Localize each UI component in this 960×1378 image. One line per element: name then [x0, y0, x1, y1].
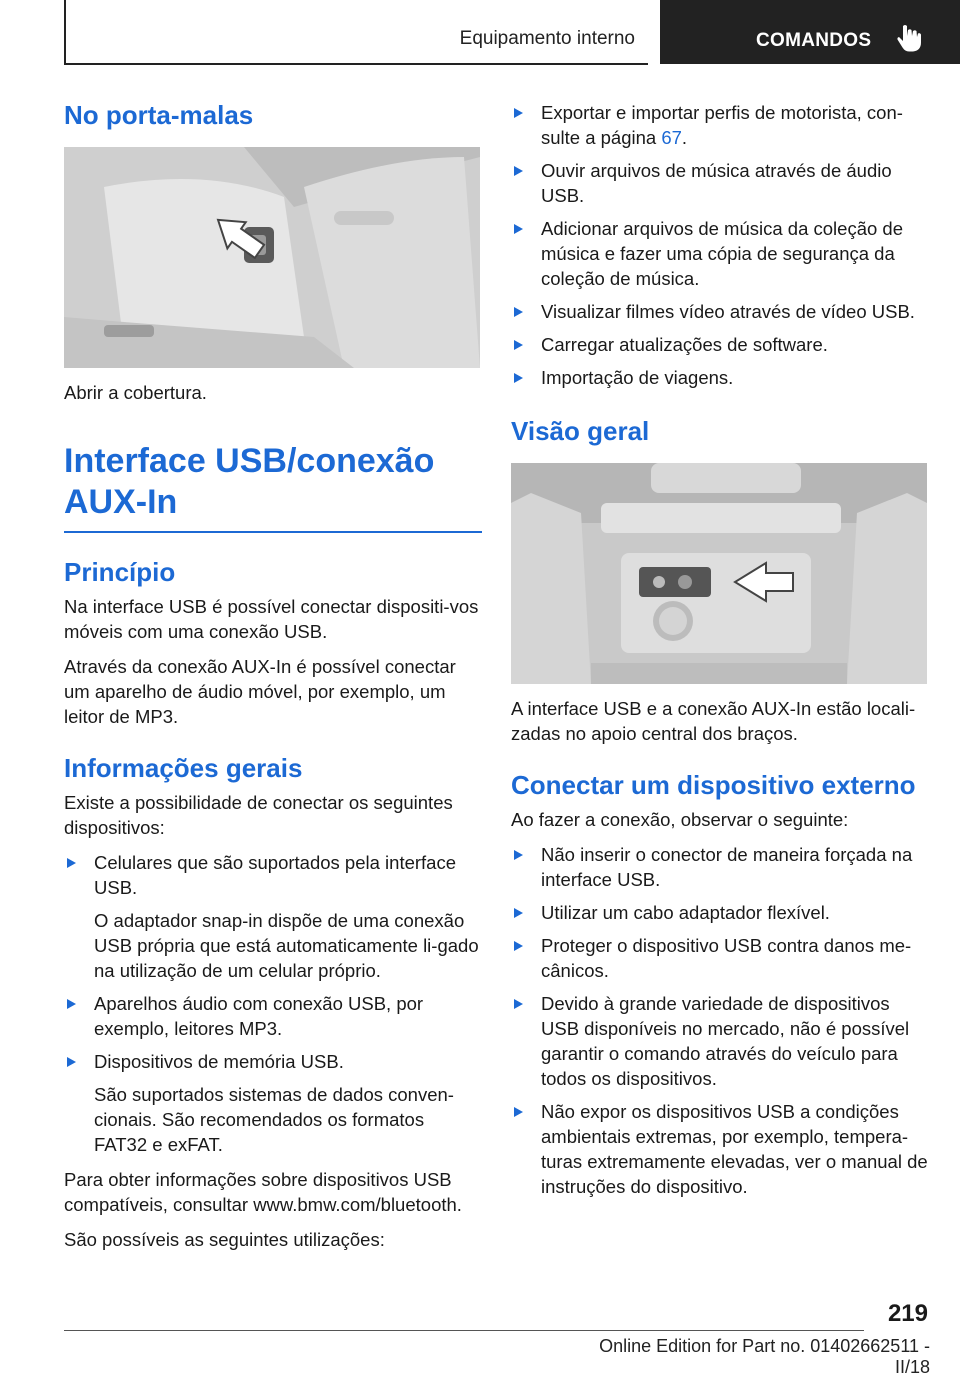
chapter-title: Interface USB/conexão AUX-In: [64, 441, 482, 533]
list-item: [511, 299, 929, 324]
header-chapter-tab[interactable]: [660, 0, 960, 64]
connect-list: [511, 842, 929, 1199]
list-item: [64, 850, 482, 983]
use-item-text: Visualizar filmes vídeo através de vídeo USB.: [541, 301, 915, 322]
principle-paragraph-2: Através da conexão AUX-In é possível conectar um aparelho de áudio móvel, por exemplo, um leitor de MP3.: [64, 655, 456, 727]
use-item-tail: .: [681, 127, 688, 148]
list-item: Utilizar um cabo adaptador flexível.: [511, 900, 929, 925]
connect-intro: Ao fazer a conexão, observar o seguinte:: [511, 809, 849, 831]
connect-heading: Conectar um dispositivo externo: [511, 770, 916, 801]
footer-edition-text: Online Edition for Part no. 01402662511 - II/18: [599, 1336, 930, 1377]
trunk-heading: No porta-malas: [64, 100, 254, 130]
device-item-text: Dispositivos de memória USB.: [94, 1051, 344, 1073]
list-item: [511, 365, 929, 390]
footer-rule: [64, 1330, 864, 1331]
list-item: [511, 216, 929, 291]
general-info-heading: Informações gerais: [64, 752, 303, 783]
use-item-text: Carregar atualizações de software.: [541, 334, 828, 355]
compatibility-paragraph: Para obter informações sobre dispositivos USB compatíveis, consultar www.bmw.com/bluetooth.: [64, 1169, 462, 1216]
principle-paragraph-1: Na interface USB é possível conectar dispositi-vos móveis com uma conexão USB.: [64, 595, 479, 642]
use-item-text: Adicionar arquivos de música da coleção de música e fazer uma cópia de segurança da coleção de música.: [541, 218, 903, 289]
list-item: [64, 1049, 482, 1157]
general-info-paragraph: Existe a possibilidade de conectar os seguintes dispositivos:: [64, 792, 453, 839]
uses-intro-paragraph: São possíveis as seguintes utilizações:: [64, 1229, 385, 1251]
page-number: 219: [887, 1300, 928, 1327]
list-item: Proteger o dispositivo USB contra danos me-cânicos.: [511, 933, 929, 983]
use-item-text: Exportar e importar perfis de motorista, con-sulte a página: [541, 102, 903, 148]
header-bottom-rule: [64, 63, 648, 65]
list-item: Não expor os dispositivos USB a condições ambientais extremas, por exemplo, tempera-turas extremamente elevadas, ver o manual de instruções do dispositivo.: [511, 1099, 929, 1199]
header-section-title: Equipamento interno: [459, 28, 635, 49]
hand-pointer-icon: [896, 22, 922, 54]
list-item: Devido à grande variedade de dispositivos USB disponíveis no mercado, não é possível garantir o comando através do veículo para todos os dispositivos.: [511, 991, 929, 1091]
right-column: [511, 100, 929, 1209]
device-item-note: São suportados sistemas de dados conven-cionais. São recomendados os formatos FAT32 e exFAT.: [94, 1084, 454, 1156]
device-item-text: Celulares que são suportados pela interface USB.: [94, 852, 457, 899]
page-reference-link[interactable]: 67: [661, 127, 682, 148]
list-item: [511, 158, 929, 208]
trunk-caption: Abrir a cobertura.: [64, 382, 207, 404]
use-item-text: Importação de viagens.: [541, 367, 734, 388]
left-column: [64, 100, 482, 1262]
use-item-text: Ouvir arquivos de música através de áudio USB.: [541, 160, 892, 206]
armrest-photo: [511, 463, 927, 684]
chapter-tab-label: COMANDOS: [756, 30, 872, 51]
overview-heading: Visão geral: [511, 416, 650, 446]
header-left-rule: [64, 0, 66, 64]
device-list: [64, 850, 482, 1157]
list-item: [511, 332, 929, 357]
uses-list: [511, 100, 929, 390]
device-item-text: Aparelhos áudio com conexão USB, por exemplo, leitores MP3.: [94, 993, 424, 1040]
list-item: [64, 991, 482, 1041]
trunk-photo: [64, 147, 480, 368]
principle-heading: Princípio: [64, 556, 176, 587]
list-item: Não inserir o conector de maneira forçada na interface USB.: [511, 842, 929, 892]
overview-caption: A interface USB e a conexão AUX-In estão locali-zadas no apoio central dos braços.: [511, 698, 916, 745]
list-item: [511, 100, 929, 150]
device-item-note: O adaptador snap-in dispõe de uma conexão USB própria que está automaticamente li-gado na utilização de um celular próprio.: [94, 910, 479, 982]
